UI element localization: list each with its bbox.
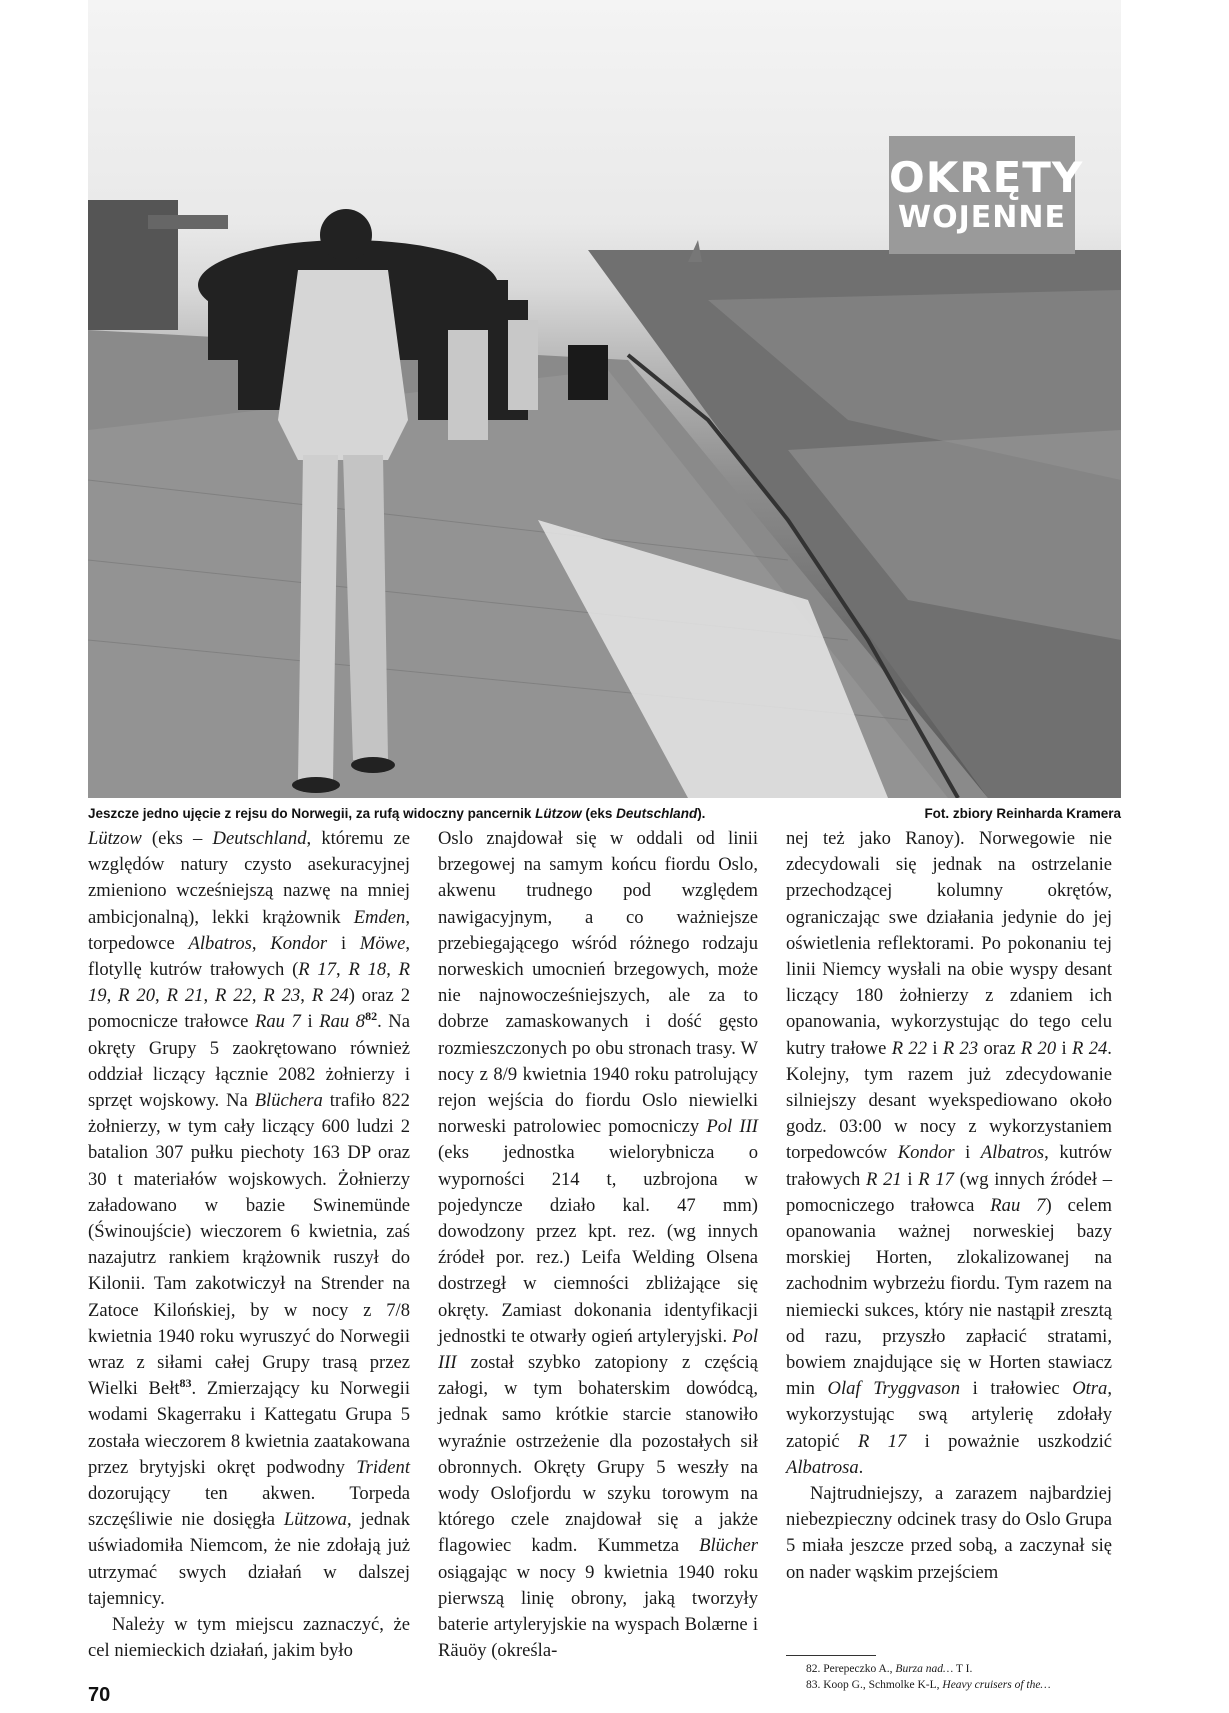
caption-text-a: Jeszcze jedno ujęcie z rejsu do Norwegii, za rufą widoczny pancernik <box>88 806 536 821</box>
logo-line-2: WOJENNE <box>898 200 1066 235</box>
footnote-rule <box>786 1655 876 1656</box>
ship-deck-photo-icon <box>88 0 1121 798</box>
footnotes <box>786 1655 1112 1693</box>
caption-text-c: ). <box>697 806 706 821</box>
footnote-82: 82. Perepeczko A., Burza nad… T I. <box>806 1663 973 1675</box>
footnote-83: 83. Koop G., Schmolke K-L, Heavy cruisers of the… <box>806 1679 1051 1691</box>
caption-ship-old: Deutschland <box>616 806 698 821</box>
paragraph: Najtrudniejszy, a zarazem najbardziej niebezpieczny odcinek trasy do Oslo Grupa 5 miała jeszcze przed sobą, a zaczynał się on nader wąskim przejściem <box>786 1483 1112 1583</box>
magazine-logo <box>889 136 1084 254</box>
paragraph: Oslo znajdował się w oddali od linii brzegowej na samym końcu fiordu Oslo, akwenu trudnego pod względem nawigacyjnym, a co ważniejsze przebiegającego wśród różnego rodzaju norweskich umocnień brzegowych, może nie najnowocześniejszych, ale za to dobrze zamaskowanych i dość gęsto rozmieszczonych po obu stronach trasy. W nocy z 8/9 kwietnia 1940 roku patrolujący rejon wejścia do fiordu Oslo niewielki norweski patrolowiec pomocniczy Pol III (eks jednostka wielorybnicza o wyporności 214 t, uzbrojona w pojedyncze działo kal. 47 mm) dowodzony przez kpt. rez. (wg innych źródeł por. rez.) Leifa Welding Olsena dostrzegł w ciemności zbliżające się okręty. Zamiast dokonania identyfikacji jednostki te otwarły ogień artyleryjski. Pol III został szybko zatopiony z częścią załogi, w tym bohaterskim dowódcą, jednak samo krótkie starcie stanowiło wyraźnie ostrzeżenie dla pozostałych sił obronnych. Okręty Grupy 5 weszły na wody Oslofjordu w szyku torowym na którego czele znajdował się a jakże flagowiec kadm. Kummetza Blücher osiągając w nocy 9 kwietnia 1940 roku pierwszą linię obrony, jaką tworzyły baterie artyleryjskie na wyspach Bolærne i Räuöy (określa- <box>438 828 759 1662</box>
caption-text-b: (eks <box>581 806 617 821</box>
text-column-2 <box>438 826 758 1665</box>
article-photo <box>88 0 1121 798</box>
text-column-3 <box>786 826 1112 1586</box>
paragraph: Lützow (eks – Deutschland, któremu ze względów natury czysto asekuracyjnej zmieniono wcześniejszą nazwę na mniej ambicjonalną), lekki krążownik Emden, torpedowce Albatros, Kondor i Möwe, flotyllę kutrów trałowych (R 17, R 18, R 19, R 20, R 21, R 22, R 23, R 24) oraz 2 pomocnicze trałowce Rau 7 i Rau $8^{82}$. Na okręty Grupy 5 zaokrętowano również oddział liczący łącznie 2082 żołnierzy i sprzęt wojskowy. Na Blüchera trafiło 822 żołnierzy, w tym cały liczący 600 ludzi 2 batalion 307 pułku piechoty 163 DP oraz 30 t materiałów wojskowych. Żołnierzy załadowano w bazie Swinemünde (Świnoujście) wieczorem 6 kwietnia, zaś nazajutrz rankiem krążownik ruszył do Kilonii. Tam zakotwiczył na Strender na Zatoce Kilońskiej, by w nocy z 7/8 kwietnia 1940 roku wyruszyć do Norwegii wraz z siłami całej Grupy trasą przez Wielki Bełt$^{83}$. Zmierzający ku Norwegii wodami Skagerraku i Kattegatu Grupa 5 została wieczorem 8 kwietnia zaatakowana przez brytyjski okręt podwodny Trident dozorujący ten akwen. Torpeda szczęśliwie nie dosięgła Lützowa, jednak uświadomiła Niemcom, że nie zdołają już utrzymać swych działań w dalszej tajemnicy. <box>88 828 411 1609</box>
photo-credit: Fot. zbiory Reinharda Kramera <box>924 806 1121 821</box>
paragraph: nej też jako Ranoy). Norwegowie nie zdecydowali się jednak na ostrzelanie przechodzącej kolumny okrętów, ograniczając swe działania jedynie do jej oświetlenia reflektorami. Po pokonaniu tej linii Niemcy wysłali na obie wyspy desant liczący 180 żołnierzy z zdaniem ich opanowania, wykorzystując do tego celu kutry trałowe R 22 i R 23 oraz R 20 i R 24. Kolejny, tym razem już zdecydowanie silniejszy desant wyekspediowano około godz. 03:00 w nocy z wykorzystaniem torpedowców Kondor i Albatros, kutrów trałowych R 21 i R 17 (wg innych źródeł – pomocniczego trałowca Rau 7) celem opanowania ważnej norweskiej bazy morskiej Horten, zlokalizowanej na zachodnim wybrzeżu fiordu. Tym razem na niemiecki sukces, który nie nastąpił zresztą od razu, przyszło zapłacić stratami, bowiem znajdujące się w Horten stawiacz min Olaf Tryggvason i trałowiec Otra, wykorzystując swą artylerię zdołały zatopić R 17 i poważnie uszkodzić Albatrosa. <box>786 828 1113 1478</box>
text-column-1 <box>88 826 410 1665</box>
paragraph: Należy w tym miejscu zaznaczyć, że cel niemieckich działań, jakim było <box>88 1614 410 1662</box>
photo-caption <box>88 806 1121 821</box>
caption-ship: Lützow <box>535 806 582 821</box>
page-number: 70 <box>88 1684 111 1706</box>
logo-line-1: OKRĘTY <box>889 153 1084 202</box>
